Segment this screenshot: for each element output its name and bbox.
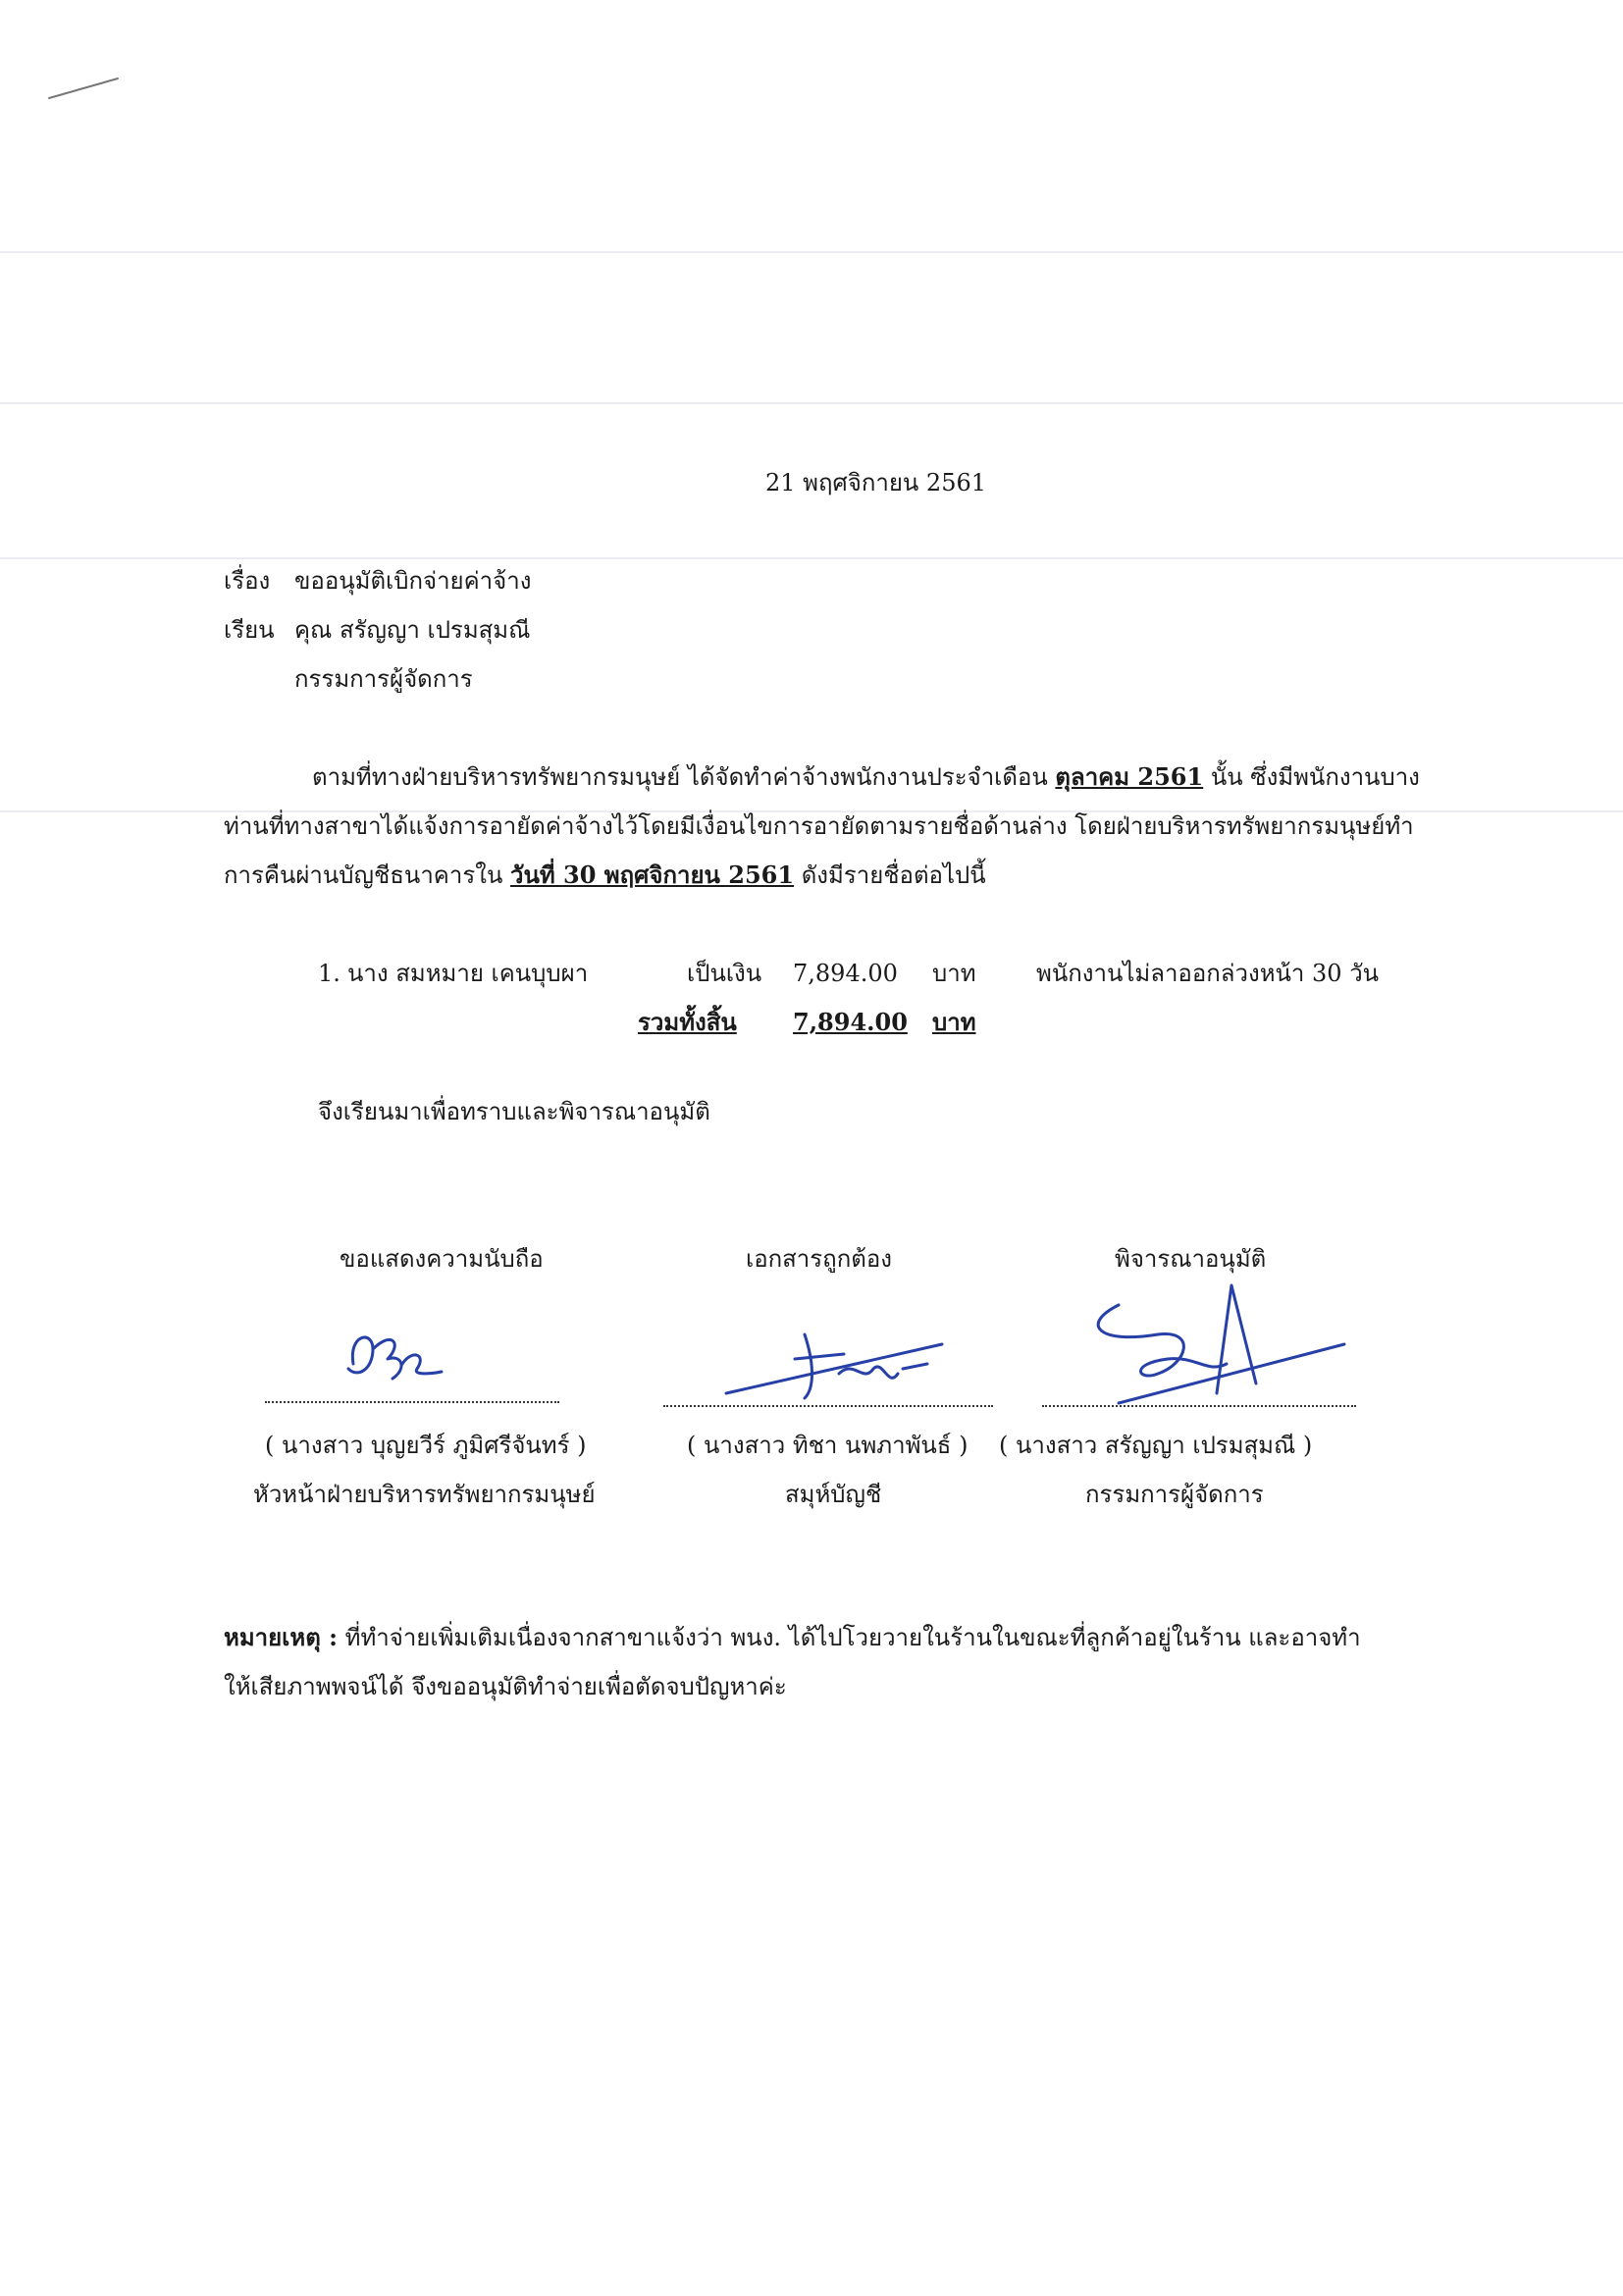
item-unit: บาท: [932, 960, 976, 987]
recipient-name: คุณ สรัญญา เปรมสุมณี: [294, 616, 531, 644]
body-line-3-text: การคืนผ่านบัญชีธนาคารใน: [224, 861, 510, 889]
recipient-position: กรรมการผู้จัดการ: [294, 665, 473, 693]
remark-text-1: ที่ทำจ่ายเพิ่มเติมเนื่องจากสาขาแจ้งว่า พนง. ได้ไปโวยวายในร้านในขณะที่ลูกค้าอยู่ในร้าน และอาจทำ: [338, 1624, 1361, 1651]
body-line-3: [224, 860, 986, 891]
scan-mark-icon: [39, 69, 128, 108]
remark-line-2: ให้เสียภาพพจน์ได้ จึงขออนุมัติทำจ่ายเพื่อตัดจบปัญหาค่ะ: [224, 1673, 787, 1700]
subject-label: เรื่อง: [224, 567, 271, 595]
signature-line: [1042, 1405, 1356, 1407]
total-unit: บาท: [932, 1008, 976, 1036]
scan-artifact-line: [0, 557, 1623, 559]
letter-date: 21 พฤศจิกายน 2561: [765, 469, 986, 496]
total-amount: 7,894.00: [793, 1008, 908, 1036]
signature-line: [265, 1401, 559, 1403]
remark-line-1: [224, 1622, 1361, 1653]
body-line-1-text: ตามที่ทางฝ่ายบริหารทรัพยากรมนุษย์ ได้จัดทำค่าจ้างพนักงานประจำเดือน: [312, 763, 1056, 791]
signatory-title: กรรมการผู้จัดการ: [1085, 1481, 1264, 1508]
scan-artifact-line: [0, 402, 1623, 404]
to-label: เรียน: [224, 616, 275, 644]
signature-line: [663, 1405, 993, 1407]
signature-heading: ขอแสดงความนับถือ: [340, 1245, 544, 1273]
body-line-1-tail: นั้น ซึ่งมีพนักงานบาง: [1203, 763, 1420, 791]
total-label: รวมทั้งสิ้น: [638, 1008, 737, 1036]
employee-name: นาง สมหมาย เคนบุบผา: [347, 960, 589, 987]
body-line-3-tail: ดังมีรายชื่อต่อไปนี้: [794, 861, 986, 889]
amount-label: เป็นเงิน: [687, 960, 762, 987]
item-note: พนักงานไม่ลาออกล่วงหน้า 30 วัน: [1036, 960, 1380, 987]
item-number: 1.: [318, 960, 340, 987]
body-line-2: ท่านที่ทางสาขาได้แจ้งการอายัดค่าจ้างไว้โดยมีเงื่อนไขการอายัดตามรายชื่อด้านล่าง โดยฝ่ายบริหารทรัพยากรมนุษย์ทำ: [224, 812, 1414, 840]
signatory-title: หัวหน้าฝ่ายบริหารทรัพยากรมนุษย์: [253, 1481, 596, 1508]
body-line-1: [312, 761, 1420, 793]
signatory-title: สมุห์บัญชี: [785, 1481, 882, 1508]
remark-label: หมายเหตุ :: [224, 1623, 339, 1651]
signature-mark: [1060, 1266, 1354, 1413]
signatory-name: ( นางสาว สรัญญา เปรมสุมณี ): [999, 1432, 1313, 1459]
signature-mark: [334, 1325, 471, 1403]
salary-month: ตุลาคม 2561: [1055, 762, 1204, 791]
subject-text: ขออนุมัติเบิกจ่ายค่าจ้าง: [294, 567, 532, 595]
signature-heading: พิจารณาอนุมัติ: [1115, 1245, 1267, 1273]
scan-artifact-line: [0, 251, 1623, 253]
signature-mark: [707, 1315, 962, 1413]
signature-heading: เอกสารถูกต้อง: [746, 1245, 892, 1273]
signatory-name: ( นางสาว บุญยวีร์ ภูมิศรีจันทร์ ): [265, 1432, 587, 1459]
signatory-name: ( นางสาว ทิชา นพภาพันธ์ ): [687, 1432, 969, 1459]
item-amount: 7,894.00: [793, 960, 898, 987]
refund-date: วันที่ 30 พฤศจิกายน 2561: [509, 861, 795, 889]
closing-text: จึงเรียนมาเพื่อทราบและพิจารณาอนุมัติ: [318, 1098, 710, 1125]
